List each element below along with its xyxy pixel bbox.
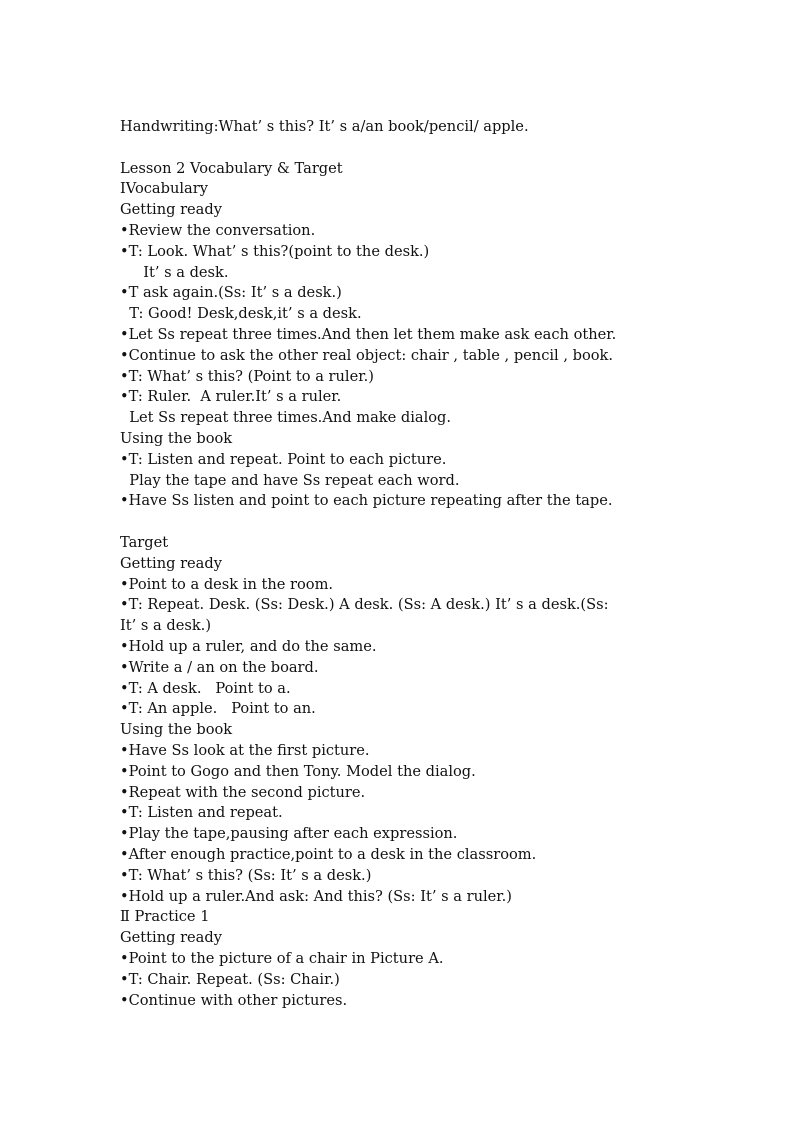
text-line: •Point to Gogo and then Tony. Model the dialog. <box>120 762 476 780</box>
text-line: •T: Listen and repeat. Point to each picture. <box>120 450 447 468</box>
text-line: ⅠVocabulary <box>120 180 208 198</box>
text-line: Getting ready <box>120 201 222 219</box>
text-line: •After enough practice,point to a desk in the classroom. <box>120 846 537 863</box>
text-line: Ⅱ Practice 1 <box>120 908 210 926</box>
text-line: Using the book <box>120 430 233 447</box>
text-line: Target <box>120 534 169 551</box>
text-line: Let Ss repeat three times.And make dialog. <box>120 409 452 427</box>
text-line: •T: Repeat. Desk. (Ss: Desk.) A desk. (Ss: A desk.) It’ s a desk.(Ss: <box>120 596 609 614</box>
text-line: •Hold up a ruler.And ask: And this? (Ss: It’ s a ruler.) <box>120 887 512 905</box>
text-line: Using the book <box>120 721 233 739</box>
text-line: •Continue to ask the other real object: chair , table , pencil , book. <box>120 346 614 364</box>
text-line: •Have Ss listen and point to each picture repeating after the tape. <box>120 492 613 510</box>
text-line: It’ s a desk. <box>120 263 229 281</box>
text-line: •T: Ruler. A ruler.It’ s a ruler. <box>120 388 342 406</box>
text-line: •Repeat with the second picture. <box>120 783 366 801</box>
text-line: •T: Look. What’ s this?(point to the desk.) <box>120 242 430 260</box>
text-line: Play the tape and have Ss repeat each word. <box>120 471 460 489</box>
text-line: •Point to a desk in the room. <box>120 575 334 593</box>
text-line: •Let Ss repeat three times.And then let them make ask each other. <box>120 326 617 343</box>
text-line: Getting ready <box>120 929 222 947</box>
text-line: •T: What’ s this? (Point to a ruler.) <box>120 367 374 385</box>
text-line: Handwriting:What’ s this? It’ s a/an book/pencil/ apple. <box>120 118 529 135</box>
text-line: •Write a / an on the board. <box>120 658 319 676</box>
text-line: •Continue with other pictures. <box>120 991 348 1009</box>
text-line: It’ s a desk.) <box>120 617 212 635</box>
text-line: •Point to the picture of a chair in Picture A. <box>120 950 444 967</box>
text-line: •T: Chair. Repeat. (Ss: Chair.) <box>120 970 340 988</box>
text-line: •T ask again.(Ss: It’ s a desk.) <box>120 284 342 302</box>
text-line: Lesson 2 Vocabulary & Target <box>120 159 343 177</box>
text-line: Getting ready <box>120 554 222 572</box>
text-line: •Hold up a ruler, and do the same. <box>120 638 377 655</box>
text-line: •Have Ss look at the first picture. <box>120 742 370 759</box>
text-line: T: Good! Desk,desk,it’ s a desk. <box>120 305 362 323</box>
text-line: •Review the conversation. <box>120 222 316 239</box>
text-line: •T: What’ s this? (Ss: It’ s a desk.) <box>120 866 372 884</box>
text-line: •Play the tape,pausing after each expression. <box>120 825 458 843</box>
text-line: •T: A desk. Point to a. <box>120 679 291 697</box>
text-line: •T: An apple. Point to an. <box>120 700 316 718</box>
text-line: •T: Listen and repeat. <box>120 804 283 822</box>
